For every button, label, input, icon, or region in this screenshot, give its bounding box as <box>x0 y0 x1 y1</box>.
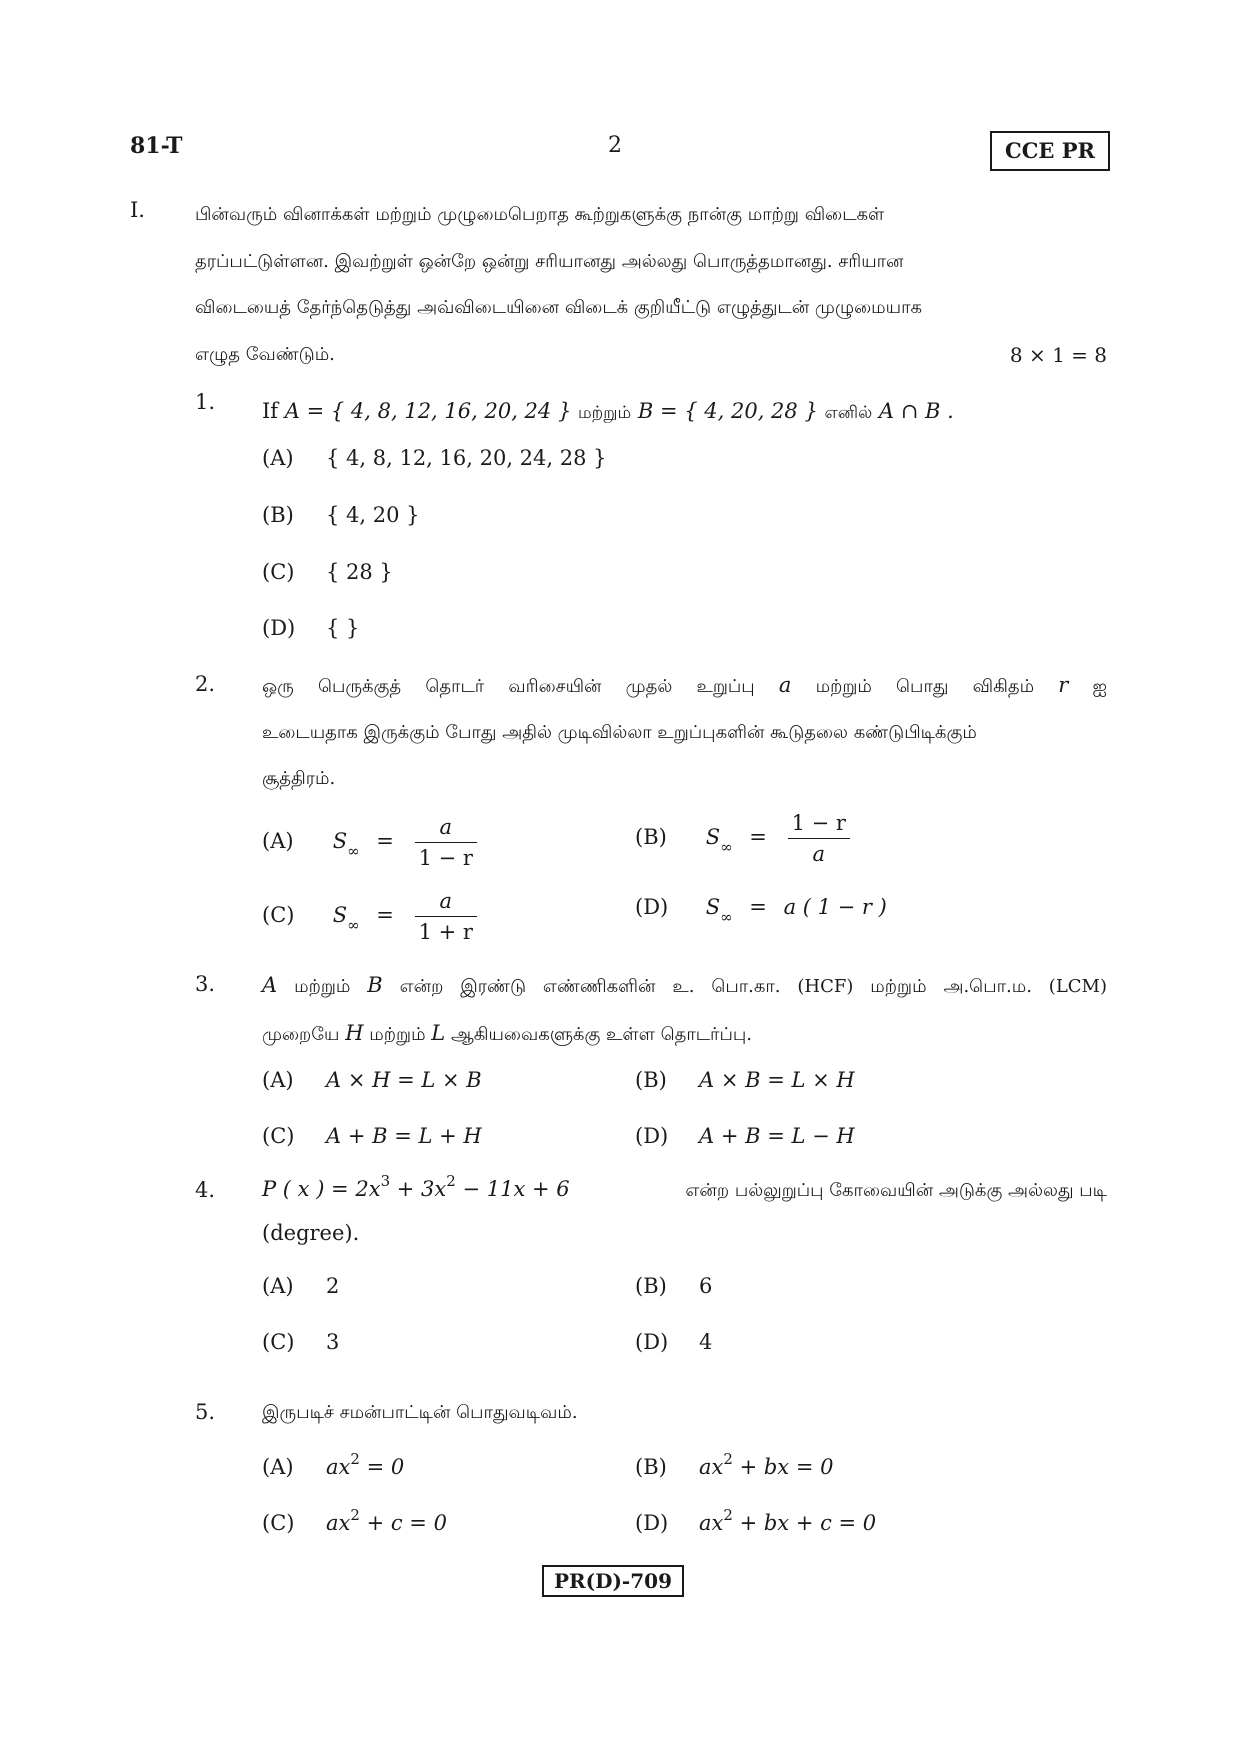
option-fraction <box>415 812 477 873</box>
q3-var-a: A <box>262 973 278 997</box>
question-text <box>262 662 1107 802</box>
option-equals: = <box>749 825 767 849</box>
q3-text: மற்றும் <box>369 1024 426 1045</box>
option-equals: = <box>749 895 767 919</box>
question-text: இருபடிச் சமன்பாட்டின் பொதுவடிவம். <box>262 1402 578 1423</box>
option-label: (C) <box>262 1511 295 1535</box>
question-number: 2. <box>195 672 216 696</box>
option-value: 2 <box>326 1274 340 1298</box>
q4-poly-lhs: P ( x ) = <box>262 1177 349 1201</box>
section-number: I. <box>130 198 145 222</box>
option-label: (D) <box>635 895 669 919</box>
option-d[interactable] <box>635 1330 712 1354</box>
question-line: சூத்திரம். <box>262 768 336 789</box>
option-rest: + c = 0 <box>359 1511 447 1535</box>
option-d[interactable] <box>635 1124 855 1148</box>
q2-text-b: மற்றும் பொது விகிதம் <box>815 676 1035 697</box>
option-value: { 4, 20 } <box>326 503 420 527</box>
q1-if: If <box>262 399 279 423</box>
question-number: 1. <box>195 390 216 414</box>
q3-text: ஆகியவைகளுக்கு உள்ள தொடர்ப்பு. <box>450 1024 752 1045</box>
section-instructions <box>195 192 1107 378</box>
fraction-denominator: a <box>812 842 825 866</box>
option-b[interactable] <box>635 1274 712 1298</box>
option-subscript: ∞ <box>347 916 360 934</box>
option-a[interactable] <box>262 1274 339 1298</box>
q1-and: மற்றும் <box>578 403 632 423</box>
fraction-numerator: a <box>415 886 477 917</box>
option-rhs: a ( 1 − r ) <box>783 895 887 919</box>
q1-then: எனில் <box>824 403 873 423</box>
option-lhs: S <box>332 829 348 853</box>
option-value: A + B = L + H <box>326 1124 482 1148</box>
option-c[interactable] <box>262 886 481 947</box>
q3-var-b: B <box>367 973 383 997</box>
option-base: ax <box>326 1511 351 1535</box>
option-base: ax <box>326 1455 351 1479</box>
q4-term: 2x <box>355 1177 381 1201</box>
option-base: ax <box>699 1511 724 1535</box>
option-c[interactable] <box>262 1124 482 1148</box>
option-exponent: 2 <box>723 1450 733 1468</box>
option-label: (B) <box>635 1455 667 1479</box>
option-value: A × H = L × B <box>326 1068 482 1092</box>
q2-text-a: ஒரு பெருக்குத் தொடர் வரிசையின் முதல் உறுப்பு <box>262 676 755 697</box>
option-subscript: ∞ <box>347 842 360 860</box>
option-exponent: 2 <box>350 1450 360 1468</box>
option-equals: = <box>376 829 394 853</box>
page-number: 2 <box>608 133 622 158</box>
option-label: (C) <box>262 1330 295 1354</box>
question-line: (degree). <box>262 1221 360 1245</box>
instructions-line: பின்வரும் வினாக்கள் மற்றும் முழுமைபெறாத கூற்றுகளுக்கு நான்கு மாற்று விடைகள் <box>195 204 885 225</box>
option-equals: = <box>376 903 394 927</box>
question-line <box>262 1172 1107 1203</box>
option-c[interactable] <box>262 560 393 584</box>
option-rest: + bx + c = 0 <box>732 1511 877 1535</box>
q2-var-r: r <box>1058 673 1069 697</box>
question-number: 3. <box>195 972 216 996</box>
option-label: (C) <box>262 1124 295 1148</box>
option-value: 6 <box>699 1274 713 1298</box>
option-label: (A) <box>262 1274 294 1298</box>
footer-code: PR(D)-709 <box>542 1565 684 1597</box>
paper-type-box: CCE PR <box>990 131 1110 171</box>
question-line <box>262 1010 1107 1058</box>
q4-exponent: 3 <box>380 1172 391 1190</box>
option-rest: = 0 <box>359 1455 405 1479</box>
option-label: (A) <box>262 446 294 470</box>
option-fraction <box>415 886 477 947</box>
q3-text: முறையே <box>262 1024 340 1045</box>
option-rest: + bx = 0 <box>732 1455 834 1479</box>
option-label: (C) <box>262 903 295 927</box>
q1-set-b: B = { 4, 20, 28 } <box>637 399 818 423</box>
option-a[interactable] <box>262 1068 482 1092</box>
option-base: ax <box>699 1455 724 1479</box>
option-label: (D) <box>262 616 296 640</box>
option-subscript: ∞ <box>720 908 733 926</box>
q3-text: மற்றும் <box>294 976 351 997</box>
q4-polynomial <box>262 1172 570 1201</box>
option-label: (B) <box>262 503 294 527</box>
option-exponent: 2 <box>723 1506 733 1524</box>
question-text <box>262 390 1107 436</box>
q4-text: என்ற பல்லுறுப்பு கோவையின் அடுக்கு அல்லது படி <box>685 1180 1107 1201</box>
option-value: { 28 } <box>326 560 393 584</box>
instructions-line: தரப்பட்டுள்ளன. இவற்றுள் ஒன்றே ஒன்று சரியானது அல்லது பொருத்தமானது. சரியான <box>195 250 904 272</box>
q1-set-a: A = { 4, 8, 12, 16, 20, 24 } <box>284 399 572 423</box>
option-c[interactable] <box>262 1330 339 1354</box>
option-a[interactable] <box>262 1450 404 1479</box>
option-value: 4 <box>699 1330 713 1354</box>
option-label: (A) <box>262 829 294 853</box>
option-label: (A) <box>262 1455 294 1479</box>
q3-var-h: H <box>345 1021 364 1045</box>
q4-term: − 11x + 6 <box>455 1177 570 1201</box>
option-lhs: S <box>705 825 721 849</box>
q3-text: என்ற இரண்டு எண்ணிகளின் உ. பொ.கா. (HCF) மற்றும் அ.பொ.ம. (LCM) <box>399 976 1108 997</box>
option-label: (D) <box>635 1124 669 1148</box>
option-value: A + B = L − H <box>699 1124 855 1148</box>
q2-var-a: a <box>778 673 792 697</box>
marks-label: 8 × 1 = 8 <box>1009 342 1107 367</box>
option-lhs: S <box>332 903 348 927</box>
instructions-last-line <box>195 332 1107 379</box>
question-line: உடையதாக இருக்கும் போது அதில் முடிவில்லா உறுப்புகளின் கூடுதலை கண்டுபிடிக்கும் <box>262 722 977 743</box>
option-label: (B) <box>635 825 667 849</box>
q3-var-l: L <box>431 1021 446 1045</box>
option-value: 3 <box>326 1330 340 1354</box>
option-label: (C) <box>262 560 295 584</box>
option-d[interactable] <box>262 616 359 640</box>
question-text <box>262 1172 1107 1245</box>
option-fraction <box>788 808 850 869</box>
option-label: (D) <box>635 1511 669 1535</box>
option-subscript: ∞ <box>720 838 733 856</box>
option-value: { } <box>326 616 360 640</box>
question-line <box>262 662 1107 710</box>
instructions-line: எழுத வேண்டும். <box>195 343 335 365</box>
instructions-line: விடையைத் தேர்ந்தெடுத்து அவ்விடையினை விடைக் குறியீட்டு எழுத்துடன் முழுமையாக <box>195 297 923 318</box>
option-b[interactable] <box>635 1068 855 1092</box>
option-label: (B) <box>635 1274 667 1298</box>
question-line <box>262 962 1107 1010</box>
option-c[interactable] <box>262 1506 447 1535</box>
question-number: 5. <box>195 1400 216 1424</box>
option-lhs: S <box>705 895 721 919</box>
option-d[interactable] <box>635 895 887 926</box>
q4-term: + 3x <box>390 1177 447 1201</box>
option-value: { 4, 8, 12, 16, 20, 24, 28 } <box>326 446 607 470</box>
option-exponent: 2 <box>350 1506 360 1524</box>
question-text <box>262 962 1107 1058</box>
option-b[interactable] <box>635 808 854 869</box>
option-label: (D) <box>635 1330 669 1354</box>
option-a[interactable] <box>262 446 607 470</box>
fraction-numerator: 1 − r <box>788 808 850 839</box>
fraction-denominator: 1 − r <box>418 846 473 870</box>
option-b[interactable] <box>262 503 420 527</box>
option-d[interactable] <box>635 1506 876 1535</box>
q1-expression: A ∩ B . <box>878 399 954 423</box>
option-a[interactable] <box>262 812 481 873</box>
option-label: (B) <box>635 1068 667 1092</box>
q4-exponent: 2 <box>446 1172 456 1190</box>
option-b[interactable] <box>635 1450 833 1479</box>
paper-code: 81-T <box>130 133 183 159</box>
question-number: 4. <box>195 1178 216 1202</box>
fraction-denominator: 1 + r <box>418 920 473 944</box>
fraction-numerator: a <box>415 812 477 843</box>
option-label: (A) <box>262 1068 294 1092</box>
q2-text-c: ஐ <box>1092 676 1107 697</box>
option-value: A × B = L × H <box>699 1068 855 1092</box>
